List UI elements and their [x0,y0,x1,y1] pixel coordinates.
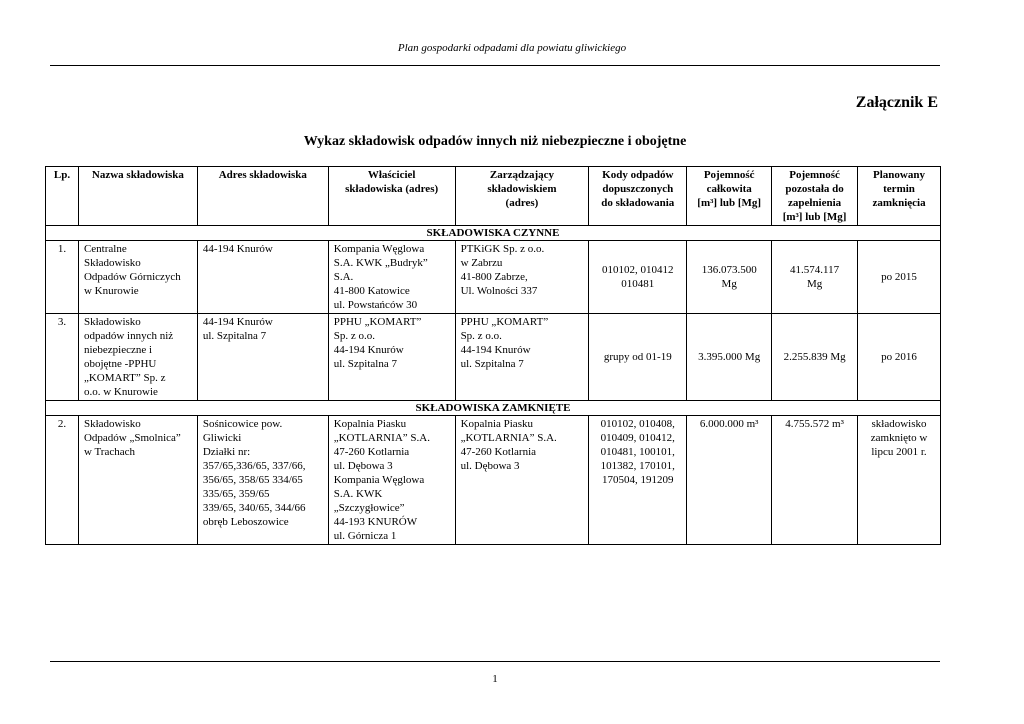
cell-closing [858,314,941,401]
cell-line: ul. Szpitalna 7 [460,358,524,370]
table-row [46,416,941,545]
header-line: pozostała do [785,183,844,195]
cell-line: 44-194 Knurów [202,316,273,328]
cell-line: 170504, 191209 [602,474,674,486]
cell-line: Mg [721,278,737,290]
cell-line: 41-800 Zabrze, [460,271,528,283]
cell-line: ul. Dębowa 3 [333,460,393,472]
cell-line: S.A. KWK [333,488,383,500]
table-row [46,241,941,314]
cell-line: po 2016 [881,351,917,363]
cell-line: 010481, 100101, [600,446,675,458]
col-name-header [78,167,197,226]
header-line: Kody odpadów [602,169,674,181]
cell-remaining [772,416,858,545]
cell-line: „KOMART” Sp. z [83,372,166,384]
cell-lp: 3. [46,314,79,401]
cell-line: 357/65,336/65, 337/66, [202,460,306,472]
col-closing-header [858,167,941,226]
cell-line: „Szczygłowice” [333,502,405,514]
header-line: Właściciel [367,169,416,181]
cell-line: lipcu 2001 r. [871,446,927,458]
cell-line: 339/65, 340/65, 344/66 [202,502,306,514]
header-line: termin [883,183,915,195]
cell-line: ul. Dębowa 3 [460,460,520,472]
cell-line: Kopalnia Piasku [460,418,533,430]
cell-line: S.A. [333,271,354,283]
header-line: Planowany [873,169,925,181]
cell-line: 44-193 KNURÓW [333,516,418,528]
running-header: Plan gospodarki odpadami dla powiatu gliwickiego [397,42,627,54]
header-line: Nazwa składowiska [91,169,184,181]
table-header [46,167,941,226]
cell-line: 44-194 Knurów [202,243,273,255]
header-line: Zarządzający [489,169,555,181]
cell-codes [589,416,687,545]
cell-line: Ul. Wolności 337 [460,285,538,297]
col-address-header [197,167,328,226]
cell-line: zamknięto w [870,432,928,444]
cell-address [197,416,328,545]
cell-line: 3.395.000 Mg [698,351,761,363]
cell-line: w Trachach [83,446,135,458]
cell-codes [589,241,687,314]
section-label: SKŁADOWISKA ZAMKNIĘTE [46,401,941,416]
cell-line: Odpadów „Smolnica” [83,432,181,444]
cell-remaining [772,241,858,314]
section-row [46,226,941,241]
cell-line: odpadów innych niż [83,330,174,342]
cell-line: 136.073.500 [701,264,757,276]
cell-capacity [687,314,772,401]
cell-line: PPHU „KOMART” [333,316,422,328]
cell-line: 101382, 170101, [600,460,675,472]
col-capacity-header [687,167,772,226]
header-line: zamknięcia [872,197,926,209]
cell-closing [858,416,941,545]
cell-line: Sp. z o.o. [333,330,375,342]
col-manager-header [455,167,589,226]
cell-line: Mg [806,278,823,290]
cell-line: po 2015 [881,271,917,283]
cell-line: Działki nr: [202,446,251,458]
col-lp-header [46,167,79,226]
cell-line: 4.755.572 m³ [785,418,844,430]
cell-line: „KOTLARNIA” S.A. [333,432,430,444]
header-row [46,167,941,226]
cell-line: 44-194 Knurów [333,344,404,356]
cell-line: 41.574.117 [790,264,840,276]
cell-name [78,241,197,314]
header-line: Pojemność [703,169,755,181]
header-line: składowiskiem [487,183,557,195]
cell-line: w Knurowie [83,285,139,297]
cell-capacity [687,241,772,314]
cell-line: 010409, 010412, [600,432,675,444]
cell-name [78,314,197,401]
cell-line: ul. Górnicza 1 [333,530,397,542]
cell-line: Składowisko [83,316,141,328]
landfill-table [45,166,941,545]
header-line: składowiska (adres) [345,183,439,195]
cell-line: Składowisko [83,418,141,430]
header-line: Adres składowiska [218,169,307,181]
cell-closing [858,241,941,314]
cell-line: 47-260 Kotlarnia [333,446,410,458]
cell-line: obojętne -PPHU [83,358,157,370]
page-number: 1 [492,673,498,685]
cell-line: Centralne [83,243,127,255]
cell-line: 010102, 010408, [600,418,675,430]
cell-line: 44-194 Knurów [460,344,531,356]
cell-line: 010102, 010412 [602,264,674,276]
cell-line: 356/65, 358/65 334/65 [202,474,303,486]
cell-address [197,241,328,314]
cell-line: grupy od 01-19 [603,351,672,363]
cell-line: obręb Leboszowice [202,516,289,528]
header-rule [50,65,940,66]
cell-line: „KOTLARNIA” S.A. [460,432,557,444]
section-label: SKŁADOWISKA CZYNNE [46,226,941,241]
header-line: Pojemność [789,169,840,181]
cell-line: 47-260 Kotlarnia [460,446,537,458]
cell-line: 41-800 Katowice [333,285,410,297]
cell-lp: 2. [46,416,79,545]
header-line: do składowania [601,197,675,209]
cell-manager [455,416,589,545]
cell-line: S.A. KWK „Budryk” [333,257,428,269]
cell-line: 010481 [621,278,655,290]
cell-line: Gliwicki [202,432,242,444]
cell-owner [328,314,455,401]
col-owner-header [328,167,455,226]
cell-lp: 1. [46,241,79,314]
cell-line: Sośnicowice pow. [202,418,283,430]
table-row [46,314,941,401]
cell-manager [455,314,589,401]
section-row [46,401,941,416]
cell-line: ul. Szpitalna 7 [333,358,397,370]
cell-line: Kopalnia Piasku [333,418,407,430]
cell-line: Odpadów Górniczych [83,271,181,283]
header-line: dopuszczonych [602,183,674,195]
cell-name [78,416,197,545]
cell-line: niebezpieczne i [83,344,153,356]
cell-line: ul. Powstańców 30 [333,299,418,311]
document-title: Wykaz składowisk odpadów innych niż niebezpieczne i obojętne [303,134,687,149]
cell-line: o.o. w Knurowie [83,386,158,398]
cell-line: Kompania Węglowa [333,243,425,255]
header-line: [m³] lub [Mg] [697,197,762,209]
cell-codes [589,314,687,401]
col-remaining-header [772,167,858,226]
header-line: Lp. [53,169,71,181]
cell-line: ul. Szpitalna 7 [202,330,267,342]
header-line: zapełnienia [788,197,842,209]
cell-line: Składowisko [83,257,141,269]
cell-remaining [772,314,858,401]
cell-line: 6.000.000 m³ [699,418,759,430]
cell-line: PTKiGK Sp. z o.o. [460,243,545,255]
cell-capacity [687,416,772,545]
cell-line: Kompania Węglowa [333,474,425,486]
footer-rule [50,661,940,662]
cell-owner [328,416,455,545]
cell-line: 2.255.839 Mg [783,351,846,363]
cell-line: PPHU „KOMART” [460,316,549,328]
header-line: całkowita [706,183,752,195]
header-line: (adres) [505,197,539,209]
cell-manager [455,241,589,314]
cell-line: Sp. z o.o. [460,330,502,342]
cell-address [197,314,328,401]
table-body [46,226,941,545]
annex-label: Załącznik E [855,94,938,111]
col-codes-header [589,167,687,226]
cell-line: składowisko [871,418,927,430]
cell-line: w Zabrzu [460,257,503,269]
cell-owner [328,241,455,314]
cell-line: 335/65, 359/65 [202,488,270,500]
header-line: [m³] lub [Mg] [782,211,847,223]
